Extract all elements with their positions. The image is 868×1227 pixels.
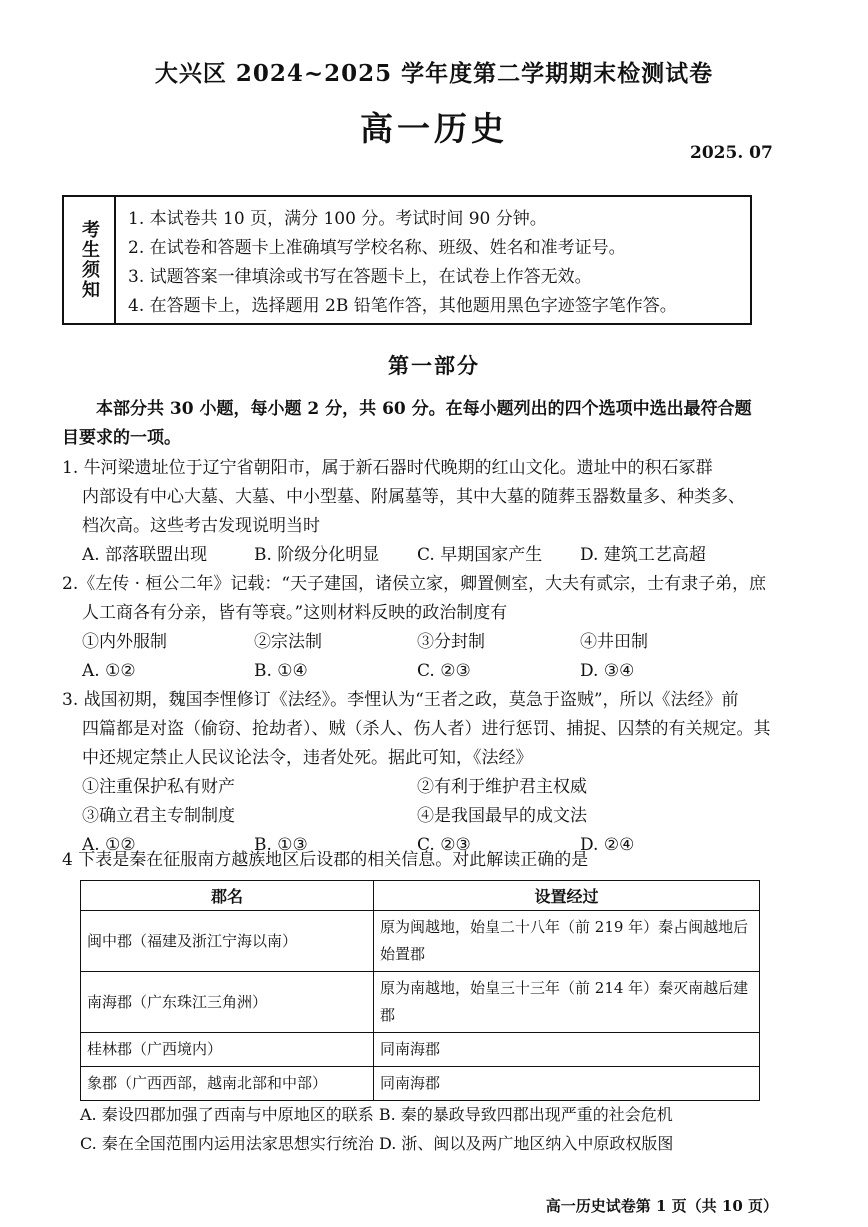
table-cell: 南海郡（广东珠江三角洲） <box>81 972 374 1033</box>
option-a[interactable]: A. ①② <box>82 835 136 855</box>
question-4 <box>62 846 762 875</box>
section-intro: 本部分共 30 小题，每小题 2 分，共 60 分。在每小题列出的四个选项中选出最符合题目要求的一项。 <box>62 399 752 448</box>
notice-item: 1. 本试卷共 10 页，满分 100 分。考试时间 90 分钟。 <box>128 209 547 229</box>
statement-item: ②有利于维护君主权威 <box>417 777 587 797</box>
statement-items <box>62 628 762 657</box>
notice-label: 考生须知 <box>79 220 100 300</box>
subject-title: 高一历史 <box>360 109 508 148</box>
notice-item: 4. 在答题卡上，选择题用 2B 铅笔作答，其他题用黑色字迹签字笔作答。 <box>128 296 677 316</box>
table-row <box>81 1033 760 1067</box>
question-stem-line: 档次高。这些考古发现说明当时 <box>82 516 320 536</box>
table-cell: 闽中郡（福建及浙江宁海以南） <box>81 911 374 972</box>
question-2 <box>62 570 767 686</box>
notice-label-cell <box>64 197 116 323</box>
option-c[interactable]: C. ②③ <box>417 835 471 855</box>
option-c[interactable]: C. 秦在全国范围内运用法家思想实行统治 <box>80 1134 374 1153</box>
commandery-table <box>80 880 760 1101</box>
table-cell: 桂林郡（广西境内） <box>81 1033 374 1067</box>
question-stem-line: 四篇都是对盗（偷窃、抢劫者）、贼（杀人、伤人者）进行惩罚、捕捉、囚禁的有关规定。其 <box>82 719 771 739</box>
exam-title: 大兴区 2024~2025 学年度第二学期期末检测试卷 <box>154 60 714 87</box>
option-b[interactable]: B. 阶级分化明显 <box>254 545 380 565</box>
table-header-row <box>81 881 760 911</box>
table-header-cell: 设置经过 <box>374 881 760 911</box>
notice-item: 3. 试题答案一律填涂或书写在答题卡上，在试卷上作答无效。 <box>128 267 592 287</box>
statement-item: ②宗法制 <box>254 632 322 652</box>
answer-options <box>62 657 762 686</box>
notice-items <box>128 205 742 321</box>
table-row <box>81 1067 760 1101</box>
option-b[interactable]: B. ①③ <box>254 835 308 855</box>
option-a[interactable]: A. 秦设四郡加强了西南与中原地区的联系 <box>80 1105 374 1124</box>
option-b[interactable]: B. 秦的暴政导致四郡出现严重的社会危机 <box>378 1105 673 1124</box>
question-3 <box>62 686 771 860</box>
statement-items <box>62 802 762 831</box>
table-cell: 同南海郡 <box>374 1033 760 1067</box>
option-c[interactable]: C. ②③ <box>417 661 471 681</box>
statement-item: ①注重保护私有财产 <box>82 777 235 797</box>
question-stem-line: 人工商各有分亲，皆有等衰。”这则材料反映的政治制度有 <box>82 603 508 623</box>
table-cell: 同南海郡 <box>374 1067 760 1101</box>
question-stem-line: 中还规定禁止人民议论法令，违者处死。据此可知，《法经》 <box>82 748 533 768</box>
option-d[interactable]: D. 浙、闽以及两广地区纳入中原政权版图 <box>378 1134 674 1153</box>
statement-item: ④井田制 <box>580 632 648 652</box>
table-cell: 原为南越地，始皇三十三年（前 214 年）秦灭南越后建郡 <box>374 972 760 1033</box>
option-a[interactable]: A. ①② <box>82 661 136 681</box>
section-title: 第一部分 <box>388 353 480 378</box>
exam-date: 2025. 07 <box>690 143 773 163</box>
table-row <box>81 911 760 972</box>
question-1 <box>62 454 762 570</box>
question-stem-line: 内部设有中心大墓、大墓、中小型墓、附属墓等，其中大墓的随葬玉器数量多、种类多、 <box>82 487 745 507</box>
statement-item: ①内外服制 <box>82 632 167 652</box>
answer-options <box>62 541 762 570</box>
option-d[interactable]: D. ③④ <box>580 661 635 681</box>
option-row <box>80 1100 780 1129</box>
table-row <box>81 972 760 1033</box>
option-d[interactable]: D. ②④ <box>580 835 635 855</box>
statement-item: ④是我国最早的成文法 <box>417 806 587 826</box>
statement-item: ③确立君主专制制度 <box>82 806 235 826</box>
option-a[interactable]: A. 部落联盟出现 <box>82 545 208 565</box>
candidate-notice-box <box>62 195 752 325</box>
statement-item: ③分封制 <box>417 632 485 652</box>
question-stem-line: 2.《左传 · 桓公二年》记载：“天子建国，诸侯立家，卿置侧室，大夫有贰宗，士有隶子弟，庶 <box>62 574 767 594</box>
option-row <box>80 1129 780 1158</box>
question-stem-line: 4 下表是秦在征服南方越族地区后设郡的相关信息。对此解读正确的是 <box>62 850 589 870</box>
table-header-cell: 郡名 <box>81 881 374 911</box>
option-b[interactable]: B. ①④ <box>254 661 308 681</box>
table-cell: 象郡（广西西部，越南北部和中部） <box>81 1067 374 1101</box>
answer-options <box>80 1100 780 1158</box>
page-footer: 高一历史试卷第 1 页（共 10 页） <box>545 1197 778 1215</box>
notice-item: 2. 在试卷和答题卡上准确填写学校名称、班级、姓名和准考证号。 <box>128 238 626 258</box>
option-d[interactable]: D. 建筑工艺高超 <box>580 545 706 565</box>
question-stem-line: 3. 战国初期，魏国李悝修订《法经》。李悝认为“王者之政，莫急于盗贼”，所以《法经》前 <box>62 690 739 710</box>
statement-items <box>62 773 762 802</box>
table-cell: 原为闽越地，始皇二十八年（前 219 年）秦占闽越地后始置郡 <box>374 911 760 972</box>
option-c[interactable]: C. 早期国家产生 <box>417 545 543 565</box>
question-stem-line: 1. 牛河梁遗址位于辽宁省朝阳市，属于新石器时代晚期的红山文化。遗址中的积石冢群 <box>62 458 713 478</box>
